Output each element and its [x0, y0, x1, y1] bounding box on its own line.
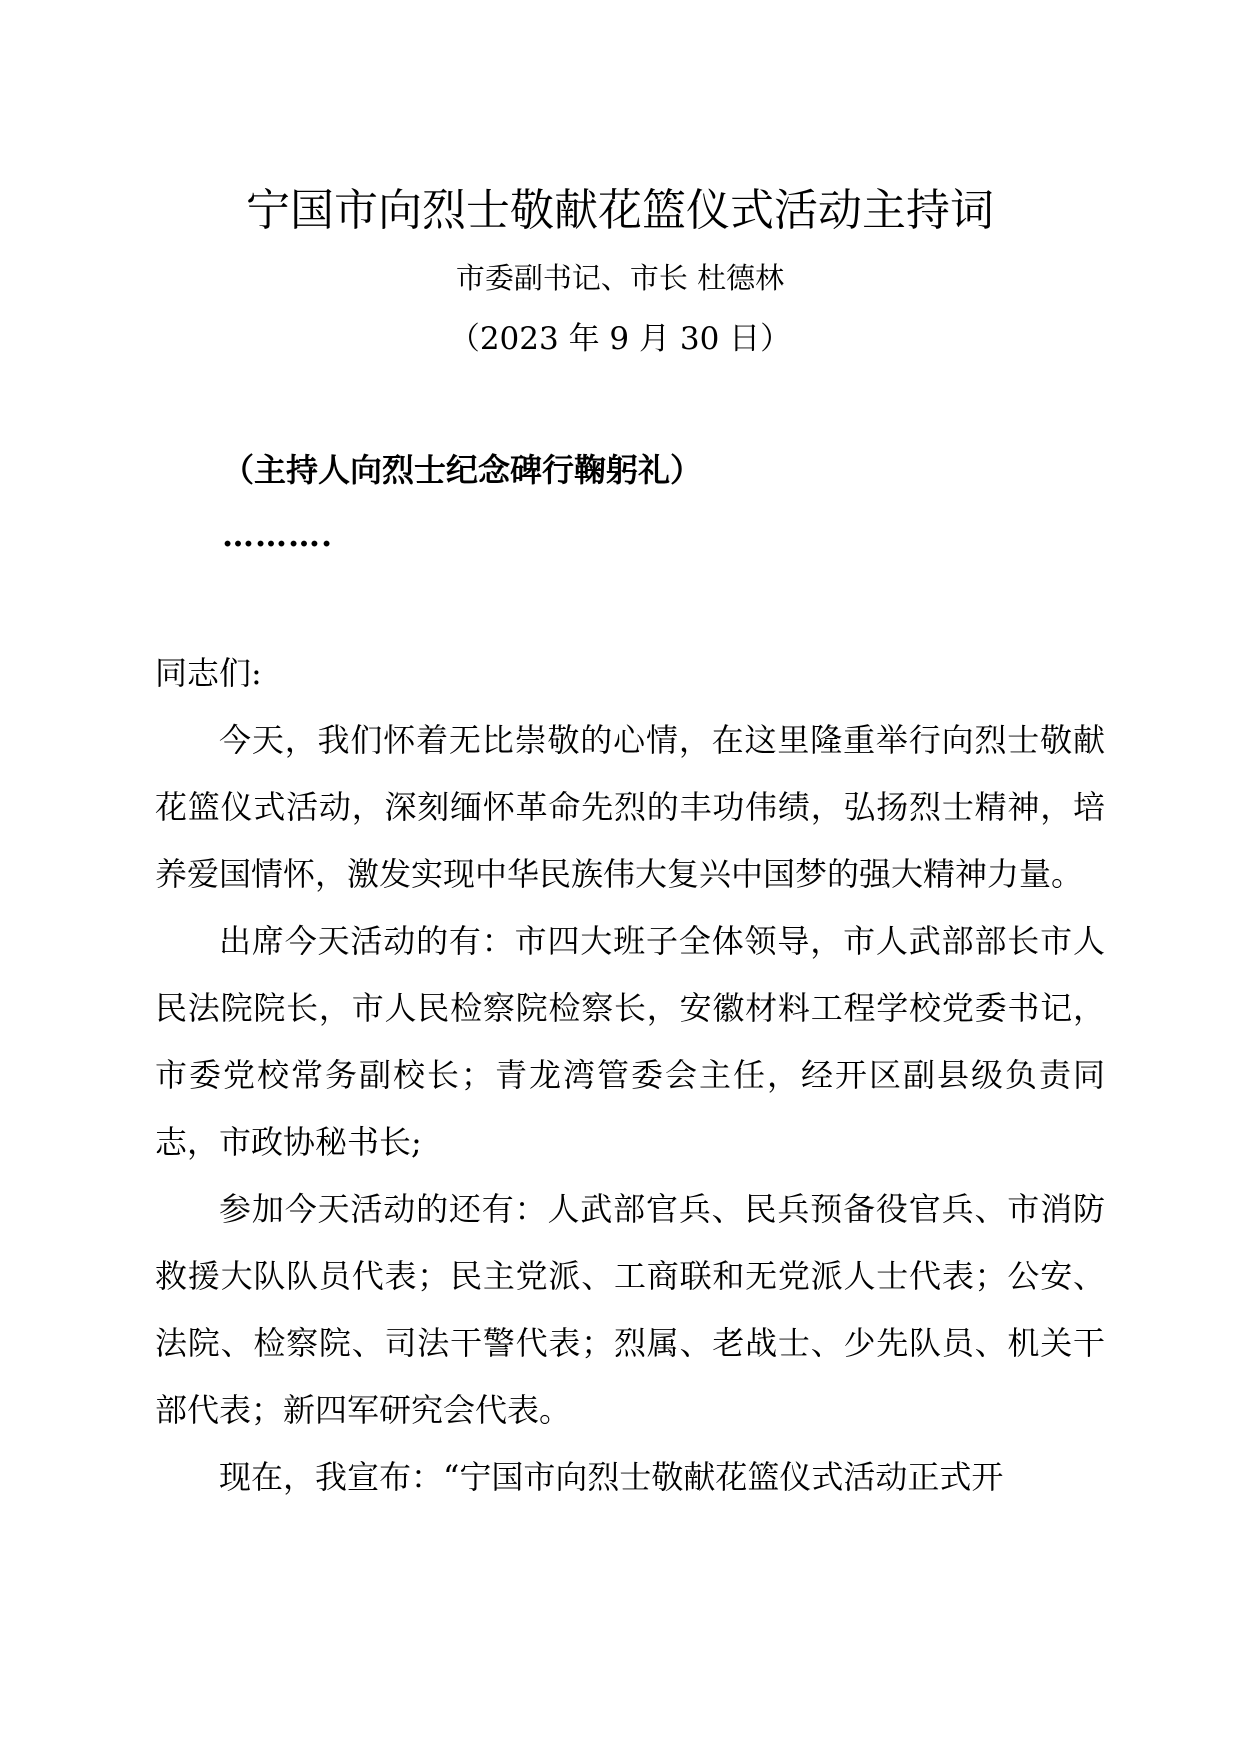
speech-body: [155, 640, 1105, 1511]
salutation: 同志们:: [155, 654, 262, 692]
document-title: 宁国市向烈士敬献花篮仪式活动主持词: [246, 185, 994, 236]
paragraph-participants: 参加今天活动的还有：人武部官兵、民兵预备役官兵、市消防救援大队队员代表；民主党派、工商联和无党派人士代表；公安、法院、检察院、司法干警代表；烈属、老战士、少先队员、机关干部代表；新四军研究会代表。: [155, 1190, 1105, 1429]
paragraph-opening: 今天，我们怀着无比崇敬的心情，在这里隆重举行向烈士敬献花篮仪式活动，深刻缅怀革命先烈的丰功伟绩，弘扬烈士精神，培养爱国情怀，激发实现中华民族伟大复兴中国梦的强大精神力量。: [155, 721, 1105, 893]
paragraph-announcement: 现在，我宣布：“宁国市向烈士敬献花篮仪式活动正式开: [219, 1458, 1004, 1496]
stage-direction: （主持人向烈士纪念碑行鞠躬礼）: [222, 451, 703, 489]
date-line: （2023 年 9 月 30 日）: [448, 321, 792, 357]
paragraph-attendees: 出席今天活动的有：市四大班子全体领导，市人武部部长市人民法院院长，市人民检察院检察长，安徽材料工程学校党委书记，市委党校常务副校长；青龙湾管委会主任，经开区副县级负责同志，市政协秘书长;: [155, 922, 1105, 1161]
author-line: 市委副书记、市长 杜德林: [455, 261, 785, 295]
ellipsis-line: ……….: [222, 516, 334, 554]
